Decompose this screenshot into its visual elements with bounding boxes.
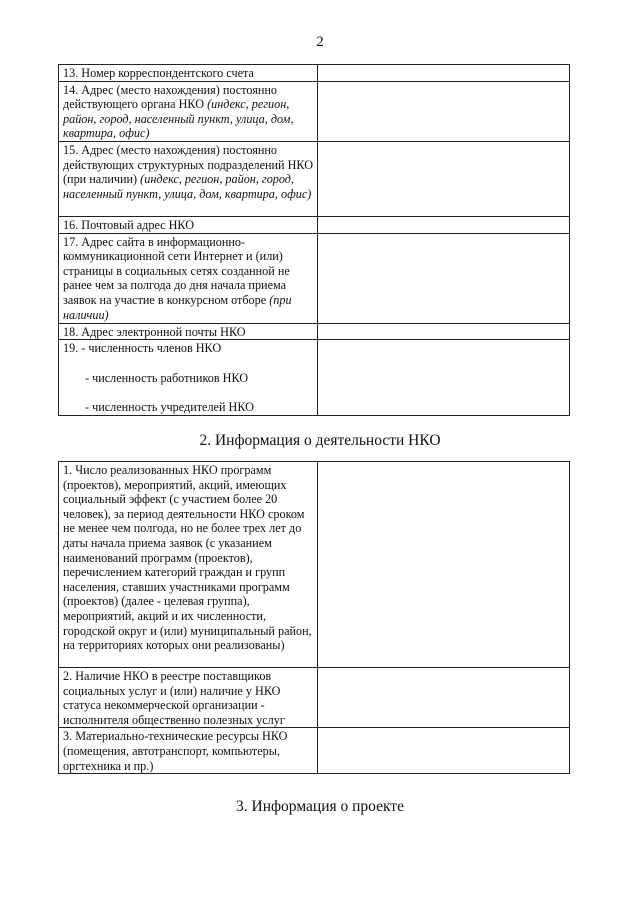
row-label: 13. Номер корреспондентского счета (59, 65, 318, 82)
row-label: 17. Адрес сайта в информационно-коммуникационной сети Интернет и (или) страницы в социальных сетях созданной не ранее чем за полгода до дня начала приема заявок на участие в конкурсном отборе (при наличии) (59, 233, 318, 323)
row-label: 19. - численность членов НКО - численность работников НКО - численность учредителей НКО (59, 340, 318, 416)
table-row (59, 323, 570, 340)
row-label: 3. Материально-технические ресурсы НКО (помещения, автотранспорт, компьютеры, оргтехника и пр.) (59, 728, 318, 774)
section-3-heading: 3. Информация о проекте (236, 798, 404, 815)
value-cell[interactable] (318, 65, 570, 82)
row-label: 16. Почтовый адрес НКО (59, 216, 318, 233)
section-2-heading: 2. Информация о деятельности НКО (199, 432, 441, 449)
activity-info-table (58, 461, 570, 774)
row-label: 2. Наличие НКО в реестре поставщиков социальных услуг и (или) наличие у НКО статуса некоммерческой организации - исполнителя общественно полезных услуг (59, 668, 318, 728)
row-label: 15. Адрес (место нахождения) постоянно действующих структурных подразделений НКО (при наличии) (индекс, регион, район, город, населенный пункт, улица, дом, квартира, офис) (59, 141, 318, 216)
row-label: 18. Адрес электронной почты НКО (59, 323, 318, 340)
organization-address-table (58, 64, 570, 416)
table-row (59, 340, 570, 416)
row-label: 1. Число реализованных НКО программ (проектов), мероприятий, акций, имеющих социальный эффект (с участием более 20 человек), за период деятельности НКО сроком не менее чем полгода, но не более трех лет до даты начала приема заявок (с указанием наименований программ (проектов), перечислением категорий граждан и групп населения, ставших участниками программ (проектов) (далее - целевая группа), мероприятий, акций и их численности, городской округ и (или) муниципальный район, на территориях которых они реализованы) (59, 462, 318, 668)
value-cell[interactable] (318, 233, 570, 323)
table-row (59, 233, 570, 323)
value-cell[interactable] (318, 141, 570, 216)
value-cell[interactable] (318, 728, 570, 774)
table-row (59, 668, 570, 728)
value-cell[interactable] (318, 81, 570, 141)
table-row (59, 462, 570, 668)
table-row (59, 81, 570, 141)
table-row (59, 728, 570, 774)
value-cell[interactable] (318, 216, 570, 233)
value-cell[interactable] (318, 323, 570, 340)
row-label: 14. Адрес (место нахождения) постоянно действующего органа НКО (индекс, регион, район, город, населенный пункт, улица, дом, квартира, офис) (59, 81, 318, 141)
value-cell[interactable] (318, 668, 570, 728)
table-row (59, 141, 570, 216)
value-cell[interactable] (318, 340, 570, 416)
table-row (59, 216, 570, 233)
value-cell[interactable] (318, 462, 570, 668)
page-number: 2 (316, 34, 324, 50)
table-row (59, 65, 570, 82)
